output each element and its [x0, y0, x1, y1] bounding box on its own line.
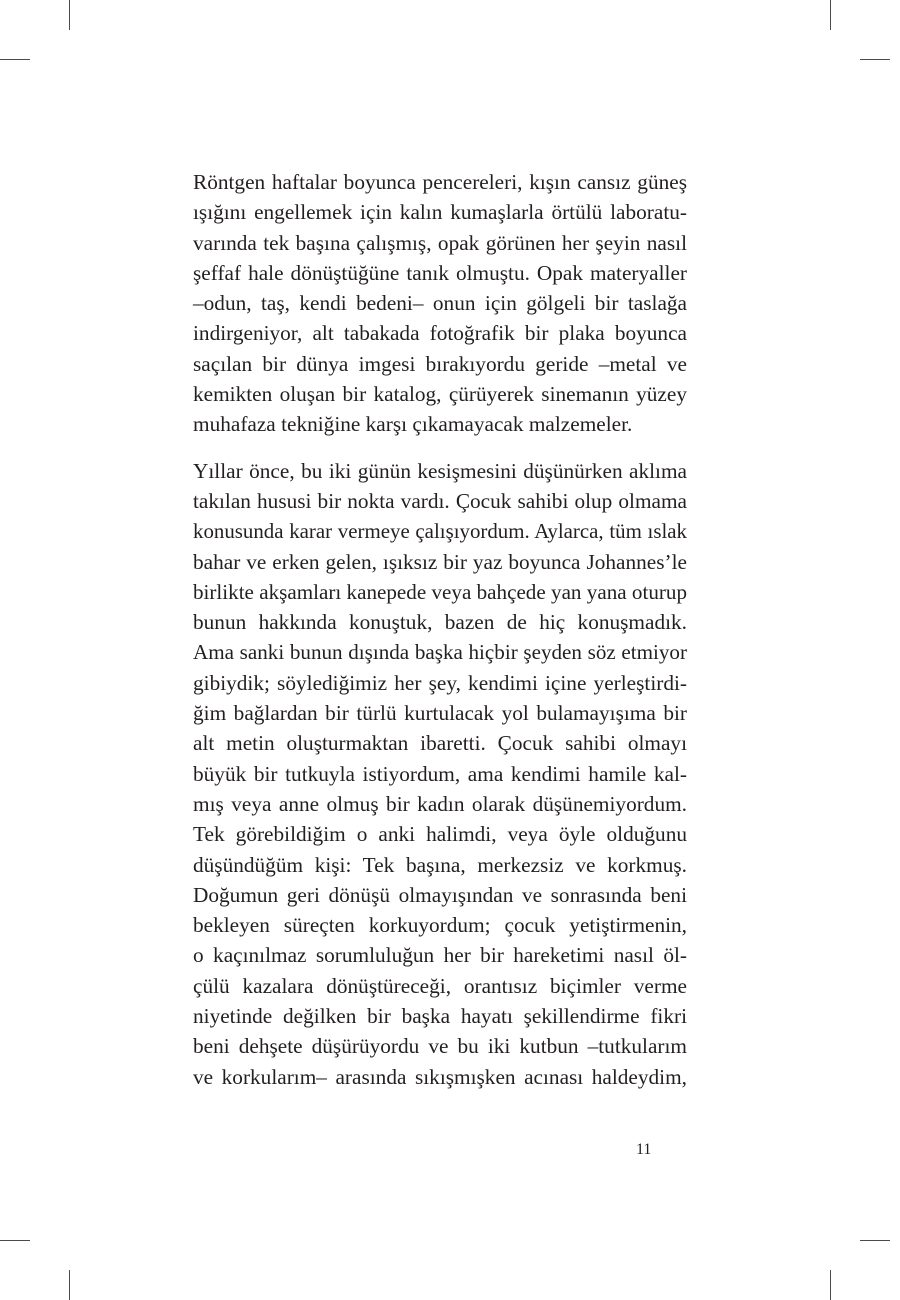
text-line: konusunda karar vermeye çalışıyordum. Aylarca, tüm ıslak	[193, 519, 687, 544]
text-line: indirgeniyor, alt tabakada fotoğrafik bir plaka boyunca	[193, 321, 687, 346]
text-line: beni dehşete düşürüyordu ve bu iki kutbun –tutkularım	[193, 1034, 687, 1059]
text-line: saçılan bir dünya imgesi bırakıyordu geride –metal ve	[193, 351, 687, 376]
crop-mark-bottom-left-horizontal	[0, 1240, 30, 1241]
text-line: Röntgen haftalar boyunca pencereleri, kışın cansız güneş	[193, 170, 687, 194]
page-number: 11	[636, 1141, 652, 1158]
text-line: alt metin oluşturmaktan ibaretti. Çocuk sahibi olmayı	[193, 731, 687, 756]
crop-mark-bottom-right-horizontal	[860, 1240, 890, 1241]
text-line: şeffaf hale dönüştüğüne tanık olmuştu. Opak materyaller	[193, 260, 687, 285]
text-line: kemikten oluşan bir katalog, çürüyerek sinemanın yüzey	[193, 382, 687, 407]
text-line: –odun, taş, kendi bedeni– onun için gölgeli bir taslağa	[193, 291, 687, 316]
text-line: varında tek başına çalışmış, opak görünen her şeyin nasıl	[193, 230, 687, 255]
text-line: o kaçınılmaz sorumluluğun her bir hareketimi nasıl öl-	[193, 943, 687, 968]
body-text	[193, 167, 687, 1092]
text-line: takılan hususi bir nokta vardı. Çocuk sahibi olup olmama	[193, 488, 687, 513]
crop-mark-bottom-left	[69, 1270, 70, 1300]
text-line: büyük bir tutkuyla istiyordum, ama kendimi hamile kal-	[193, 761, 687, 786]
text-line: Doğumun geri dönüşü olmayışından ve sonrasında beni	[193, 882, 687, 907]
text-line: Tek görebildiğim o anki halimdi, veya öyle olduğunu	[193, 822, 687, 847]
text-line: ışığını engellemek için kalın kumaşlarla örtülü laboratu-	[193, 200, 687, 225]
crop-mark-top-right	[830, 0, 831, 30]
text-line: bunun hakkında konuştuk, bazen de hiç konuşmadık.	[193, 610, 687, 635]
paragraph-2	[193, 456, 687, 1092]
text-line: bekleyen süreçten korkuyordum; çocuk yetiştirmenin,	[193, 913, 687, 938]
text-line: bahar ve erken gelen, ışıksız bir yaz boyunca Johannes’le	[193, 549, 687, 574]
paragraph-gap	[193, 440, 687, 456]
text-line: çülü kazalara dönüştüreceği, orantısız biçimler verme	[193, 973, 687, 998]
text-line: düşündüğüm kişi: Tek başına, merkezsiz ve korkmuş.	[193, 852, 687, 877]
text-line: gibiydik; söylediğimiz her şey, kendimi içine yerleştirdi-	[193, 670, 687, 695]
crop-mark-bottom-right	[830, 1270, 831, 1300]
text-line: niyetinde değilken bir başka hayatı şekillendirme fikri	[193, 1004, 687, 1029]
paragraph-1	[193, 167, 687, 440]
crop-mark-top-left-horizontal	[0, 59, 30, 60]
text-line: ve korkularım– arasında sıkışmışken acınası haldeydim,	[193, 1064, 687, 1089]
text-line: birlikte akşamları kanepede veya bahçede yan yana oturup	[193, 579, 687, 604]
text-line: ğim bağlardan bir türlü kurtulacak yol bulamayışıma bir	[193, 701, 687, 726]
crop-mark-top-left	[69, 0, 70, 30]
text-line: mış veya anne olmuş bir kadın olarak düşünemiyordum.	[193, 791, 687, 816]
text-line: Ama sanki bunun dışında başka hiçbir şeyden söz etmiyor	[193, 640, 687, 665]
text-line: Yıllar önce, bu iki günün kesişmesini düşünürken aklıma	[193, 458, 687, 483]
crop-mark-top-right-horizontal	[860, 59, 890, 60]
text-line: muhafaza tekniğine karşı çıkamayacak malzemeler.	[193, 412, 633, 437]
